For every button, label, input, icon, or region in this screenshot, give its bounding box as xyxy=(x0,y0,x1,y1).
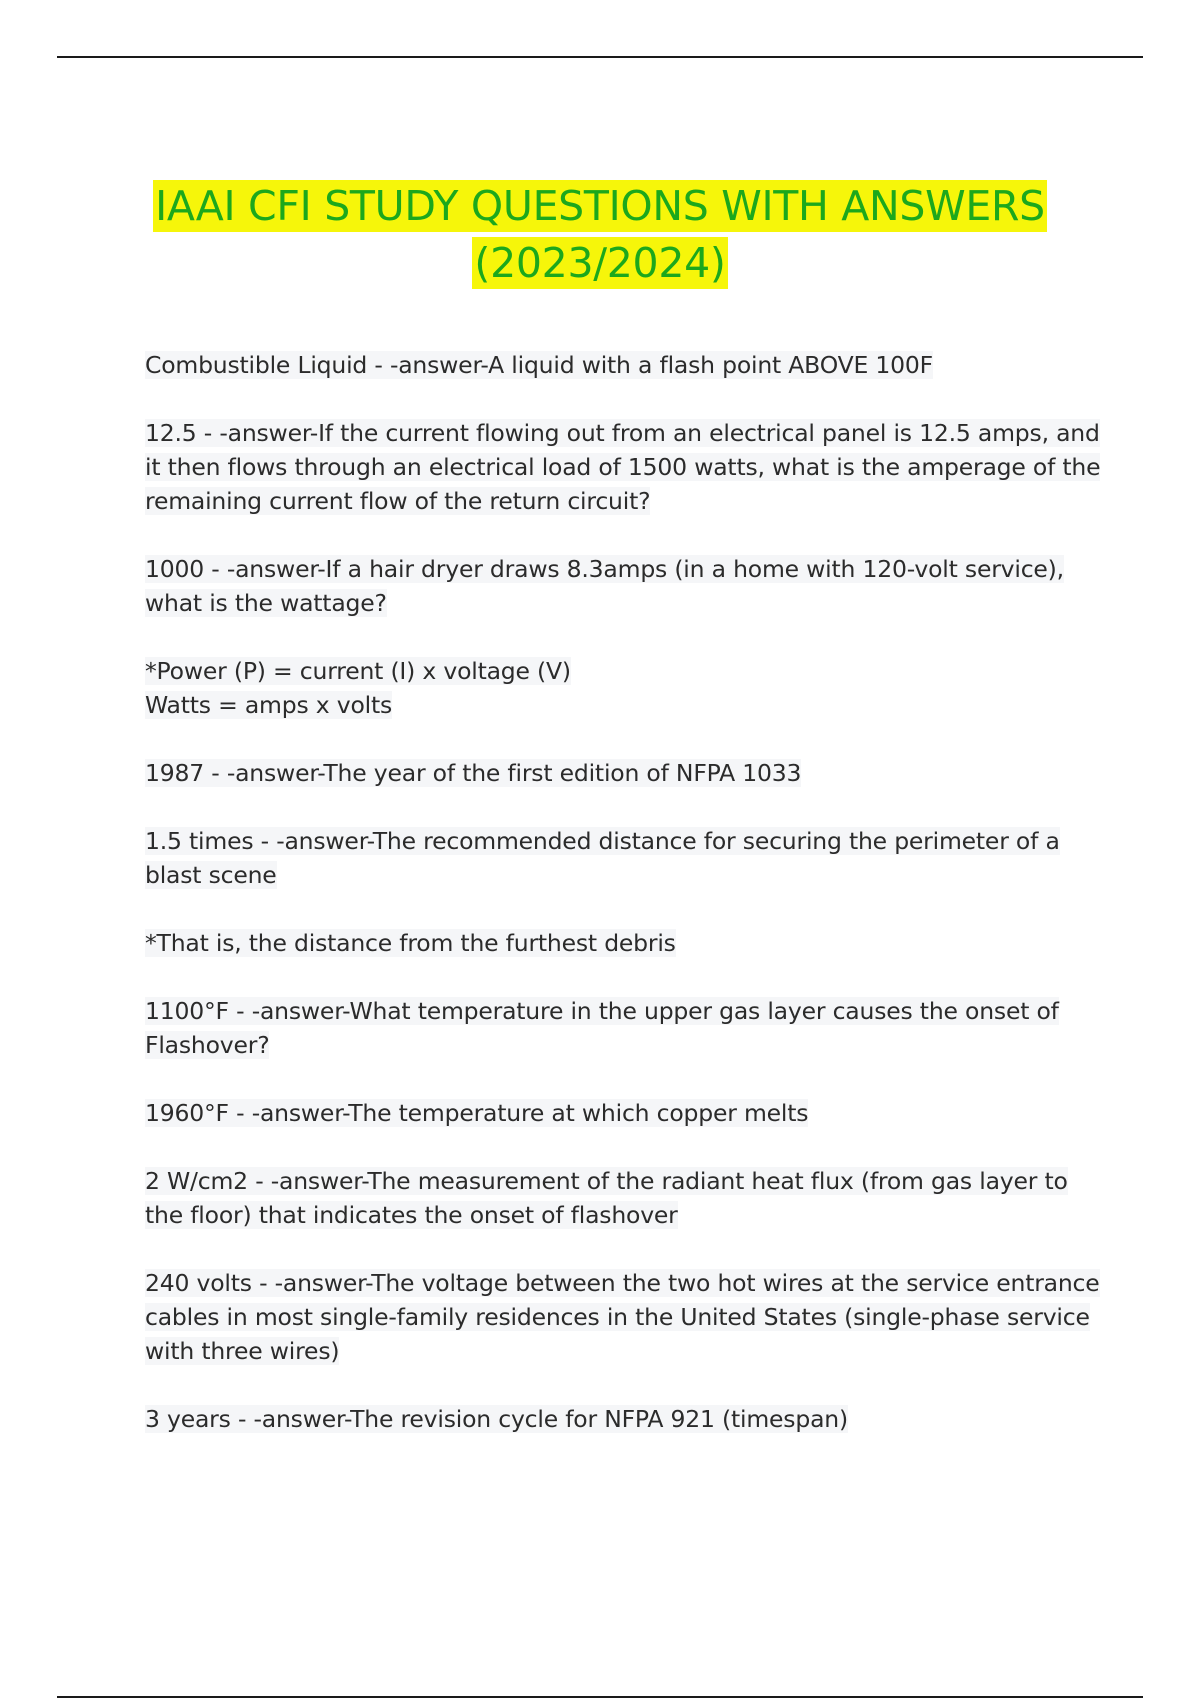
qa-list xyxy=(145,348,1105,1470)
document-title xyxy=(0,178,1200,292)
qa-text: 1987 - -answer-The year of the first edition of NFPA 1033 xyxy=(145,759,802,787)
top-rule xyxy=(57,56,1143,58)
title-line-2: (2023/2024) xyxy=(474,239,726,287)
qa-text: Combustible Liquid - -answer-A liquid with a flash point ABOVE 100F xyxy=(145,351,933,379)
qa-entry xyxy=(145,1164,1105,1232)
qa-entry xyxy=(145,824,1105,892)
qa-entry xyxy=(145,1402,1105,1436)
qa-text: *That is, the distance from the furthest debris xyxy=(145,929,676,957)
qa-text: 1100°F - -answer-What temperature in the upper gas layer causes the onset of Flashover? xyxy=(145,997,1059,1059)
qa-entry xyxy=(145,756,1105,790)
formula-line-1: *Power (P) = current (I) x voltage (V) xyxy=(145,657,571,685)
qa-text: 3 years - -answer-The revision cycle for NFPA 921 (timespan) xyxy=(145,1405,848,1433)
qa-text: 1.5 times - -answer-The recommended distance for securing the perimeter of a blast scene xyxy=(145,827,1060,889)
bottom-rule xyxy=(57,1696,1143,1698)
formula-note xyxy=(145,654,1105,722)
qa-entry xyxy=(145,416,1105,518)
qa-text: 1000 - -answer-If a hair dryer draws 8.3amps (in a home with 120-volt service), what is the wattage? xyxy=(145,555,1064,617)
qa-entry xyxy=(145,1096,1105,1130)
qa-entry xyxy=(145,552,1105,620)
qa-text: 2 W/cm2 - -answer-The measurement of the radiant heat flux (from gas layer to the floor) that indicates the onset of flashover xyxy=(145,1167,1068,1229)
qa-note xyxy=(145,926,1105,960)
formula-line-2: Watts = amps x volts xyxy=(145,691,393,719)
qa-text: 12.5 - -answer-If the current flowing out from an electrical panel is 12.5 amps, and it then flows through an electrical load of 1500 watts, what is the amperage of the remaining current flow of the return circuit? xyxy=(145,419,1101,515)
qa-text: 240 volts - -answer-The voltage between the two hot wires at the service entrance cables in most single-family residences in the United States (single-phase service with three wires) xyxy=(145,1269,1100,1365)
title-line-1: IAAI CFI STUDY QUESTIONS WITH ANSWERS xyxy=(155,182,1045,230)
qa-text: 1960°F - -answer-The temperature at which copper melts xyxy=(145,1099,809,1127)
qa-entry xyxy=(145,1266,1105,1368)
qa-entry xyxy=(145,348,1105,382)
qa-entry xyxy=(145,994,1105,1062)
